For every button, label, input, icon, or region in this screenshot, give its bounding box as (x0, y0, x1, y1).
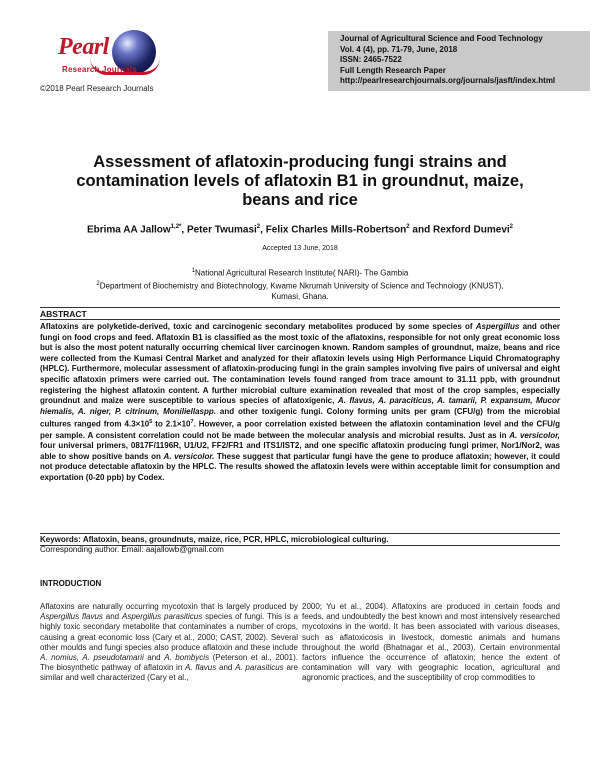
abstract-text: and other fungi on food crops and feed. Aflatoxin B1 is classified as the most toxic of the aflatoxins, responsible for not only great economic loss but is also the most potent naturally occurring chemical liver carcinogen known. Random samples of groundnut, maize, beans and rice were collected from the Kumasi Central Market and analyzed for their aflatoxin levels using High Performance Liquid Chromatography (HPLC). Furthermore, molecular assessment of aflatoxin-producing fungi in the grain samples involving five pairs of universal and eight specific aflatoxin primers were carried out. The contamination levels found ranged from trace amount to 31.11 ppb, with groundnut registering the highest aflatoxin content. A further microbial culture examination revealed that most of the crop samples, especially groundnut and maize were susceptible to various species of aflatoxigenic, (40, 322, 561, 406)
abstract-italic: Aspergillus (475, 322, 520, 331)
copyright: ©2018 Pearl Research Journals (40, 84, 154, 93)
affil-sup: 1 (191, 268, 196, 274)
journal-info (340, 34, 555, 87)
affiliation-2 (40, 279, 560, 292)
title-line: contamination levels of aflatoxin B1 in groundnut, maize, (76, 172, 524, 190)
abstract-text: . However, a poor correlation existed between the aflatoxin contamination level and the CFU/g per sample. A consistent correlation could not be made between the molecular analysis and microbial results. Just as in (40, 420, 560, 440)
paper-title (40, 153, 560, 210)
logo-title: Pearl (58, 34, 109, 60)
abstract-sup: 5 (149, 419, 153, 426)
corresponding-author: Corresponding author. Email: aajallowb@gmail.com (40, 545, 224, 554)
author-sup: 2 (406, 224, 410, 230)
journal-url[interactable]: http://pearlresearchjournals.org/journals/jasft/index.html (340, 76, 556, 86)
abstract-text: four universal primers, 0817F/1196R, U1/U2, FF2/FR1 and ITS1/IST2, and one specific aflatoxin producing fungi primer, Nor1/Nor2, was able to show positive bands on (40, 441, 560, 461)
journal-issn: ISSN: 2465-7522 (340, 55, 402, 65)
intro-text: (Peterson et al., 2001). The biosynthetic pathway of aflatoxin in (40, 653, 298, 673)
abstract-text: to 2.1×10 (152, 420, 191, 429)
title-line: Assessment of aflatoxin-producing fungi strains and (93, 153, 507, 171)
intro-column-left (40, 602, 298, 774)
intro-text: Aflatoxins are naturally occurring mycotoxin that is largely produced by (40, 602, 298, 611)
journal-volume: Vol. 4 (4), pp. 71-79, June, 2018 (340, 44, 458, 54)
author-name: Ebrima AA Jallow (86, 224, 171, 236)
abstract-italic: A. versicolor. (163, 451, 215, 461)
intro-text: species of fungi. This is a highly toxic secondary metabolite that contaminates a number of crops, causing a great economic loss (Cary et al., 2000; CAST, 2002). Several other moulds and fungi species also produce aflatoxin and these include (40, 612, 298, 652)
abstract-italic: A. flavus, A. paraciticus, A. tamarii, P. expansum, Mucor hiemalis, A. niger, P. citrinum, Moniliellaspp. (40, 396, 560, 416)
affil-text: National Agricultural Research Institute( NARI)- The Gambia (195, 268, 409, 278)
affiliation-1 (40, 266, 560, 279)
abstract-italic: A. versicolor, (509, 430, 560, 440)
intro-italic: A. parasiticus (235, 663, 284, 673)
journal-name: Journal of Agricultural Science and Food Technology (340, 34, 543, 43)
divider (40, 319, 560, 320)
author-sup: 2 (256, 224, 261, 230)
intro-text: and (102, 612, 122, 622)
affil-sup: 2 (96, 281, 100, 288)
affiliations (40, 266, 560, 303)
logo-subtitle: Research Journals (62, 65, 137, 74)
abstract-text: and other toxigenic fungi. Colony forming units per gram (CFU/g) from the microbial cultures ranged from 4.3×10 (40, 406, 560, 429)
divider (40, 307, 560, 308)
intro-text: and (143, 653, 165, 663)
title-line: beans and rice (242, 191, 358, 209)
abstract-sup: 7 (190, 419, 194, 426)
publisher-logo (50, 30, 170, 84)
abstract-text: Aflatoxins are polyketide-derived, toxic and carcinogenic secondary metabolites produced by some species of (40, 322, 476, 331)
author-name: and Rexford Dumevi (409, 224, 510, 236)
intro-italic: Aspergillus parasiticus (122, 612, 203, 622)
author-sup: 1,2* (170, 224, 182, 230)
paper-type: Full Length Research Paper (340, 65, 446, 75)
author-name: , Peter Twumasi (181, 224, 257, 236)
affil-text: Department of Biochemistry and Biotechnology, Kwame Nkrumah University of Science and Technology (KNUST), (99, 281, 504, 291)
author-sup: 2 (509, 224, 514, 230)
keywords: Keywords: Aflatoxin, beans, groundnuts, maize, rice, PCR, HPLC, microbiological culturing. (40, 535, 389, 544)
intro-italic: Aspergillus flavus (40, 612, 103, 622)
affiliation-2-cont: Kumasi, Ghana. (271, 292, 329, 302)
accepted-date: Accepted 13 June, 2018 (262, 245, 338, 252)
abstract-text: These suggest that particular fungi have the gene to produce aflatoxin; however, it could not produce detectable aflatoxin by the HPLC. The results showed the aflatoxin levels were within acceptable limit for consumption and exportation (0-20 ppb) by Codex. (40, 451, 561, 482)
intro-column-right: 2000; Yu et al., 2004). Aflatoxins are produced in certain foods and feeds, and undoubtedly the best known and most intensively researched mycotoxins in the world. It has been associated with various diseases, such as aflatoxicosis in livestock, domestic animals and humans throughout the world (Bhatnagar et al., 2003). Certain environmental factors influence the occurrence of aflatoxin; hence the extent of contamination will vary with geographic location, agricultural and agronomic practices, and the susceptibility of crop commodities to (302, 602, 560, 683)
intro-heading: INTRODUCTION (40, 579, 102, 588)
intro-italic: A. flavus (185, 663, 217, 673)
intro-text: and (216, 663, 236, 673)
intro-italic: A. nomius, A. pseudotamarii (40, 653, 144, 663)
divider (40, 533, 560, 534)
author-name: , Felix Charles Mills-Robertson (260, 224, 407, 236)
abstract-heading: ABSTRACT (40, 309, 87, 319)
intro-text: are similar and well characterized (Cary et al., (40, 663, 298, 683)
abstract-body (40, 322, 560, 484)
author-list (20, 224, 580, 235)
intro-italic: A. bombycis (164, 653, 210, 663)
